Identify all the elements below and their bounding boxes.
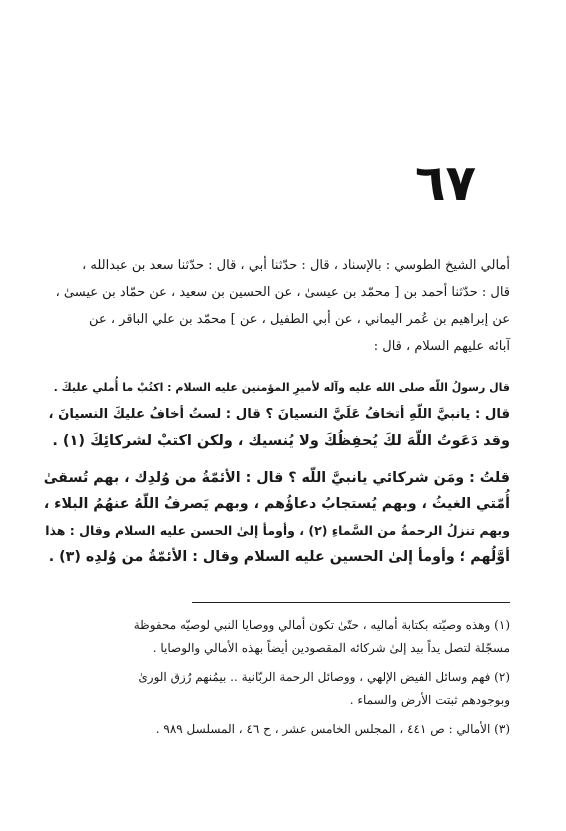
footnotes [40,614,510,741]
paragraph-gap [44,455,510,465]
footnote-line: (٢) فهم وسائل الفيض الإلهي ، ووصائل الرحمة الربّانية .. بيمُنهم رُزق الورىٰ [138,670,510,684]
isnad-chain [50,252,510,360]
footnote-divider [192,602,510,603]
isnad-line: عن إبراهيم بن عُمر اليماني ، عن أبي الطفيل ، عن ] محمّد بن علي الباقر ، عن [89,312,510,327]
chapter-number: ٦٧ [414,154,476,212]
isnad-line: أمالي الشيخ الطوسي : بالإسناد ، قال : حدّثنا أبي ، قال : حدّثنا سعد بن عبدالله ، [82,258,510,273]
footnote-line: وبوجودهم ثبتت الأرض والسماء . [349,693,510,707]
hadith-line: أوَّلُهم ؛ وأومأ إلىٰ الحسين عليه السلام وقال : الأئمّةُ من وُلدِه (٣) . [48,549,510,565]
hadith-line: قلتُ : ومَن شركائي يانبيَّ اللّه ؟ قال : الأئمّةُ من وُلدِك ، بهم تُسقىٰ [43,469,510,486]
footnote-line: (١) وهذه وصيّته بكتابة أماليه ، حتّىٰ تكون أمالي ووصايا النبي لوصيّه محفوظة [133,618,510,632]
hadith-line: وقد دَعَوتُ اللّهَ لكَ يُحفِظُكَ ولا يُنسيك ، ولكن اكتبْ لشركائِكَ (١) . [52,433,510,449]
footnote-line: مسجّلة لتصل يداً بيد إلىٰ شركائه المقصودين أيضاً بهذه الأمالي والوصايا . [152,641,510,655]
footnote-line: (٣) الأمالي : ص ٤٤١ ، المجلس الخامس عشر ، ح ٤٦ ، المسلسل ٩٨٩ . [155,722,510,736]
hadith-text [44,375,510,571]
hadith-line: قال : يانبيَّ اللّهِ أتخافُ عَلَيَّ النسيانَ ؟ قال : لستُ أخافُ عليكَ النسيانَ ، [48,406,510,422]
isnad-line: قال : حدّثنا أحمد بن [ محمّد بن عيسىٰ ، عن الحسين بن سعيد ، عن حمّاد بن عيسىٰ ، [55,285,510,300]
hadith-line: قال رسولُ اللّه صلى الله عليه وآله لأميرِ المؤمنين عليه السلام : اكتُبْ ما أُملي عليكَ . [53,381,510,394]
hadith-line: وبهم تنزلُ الرحمةُ من السَّماءِ (٢) ، وأومأ إلىٰ الحسن عليه السلام وقال : هذا [45,522,510,538]
hadith-line: أُمّتي الغيثُ ، وبهم يُستجابُ دعاؤُهم ، وبهم يَصرفُ اللّهُ عنهُمُ البلاء ، [43,496,510,512]
isnad-line: آبائه عليهم السلام ، قال : [373,339,510,354]
